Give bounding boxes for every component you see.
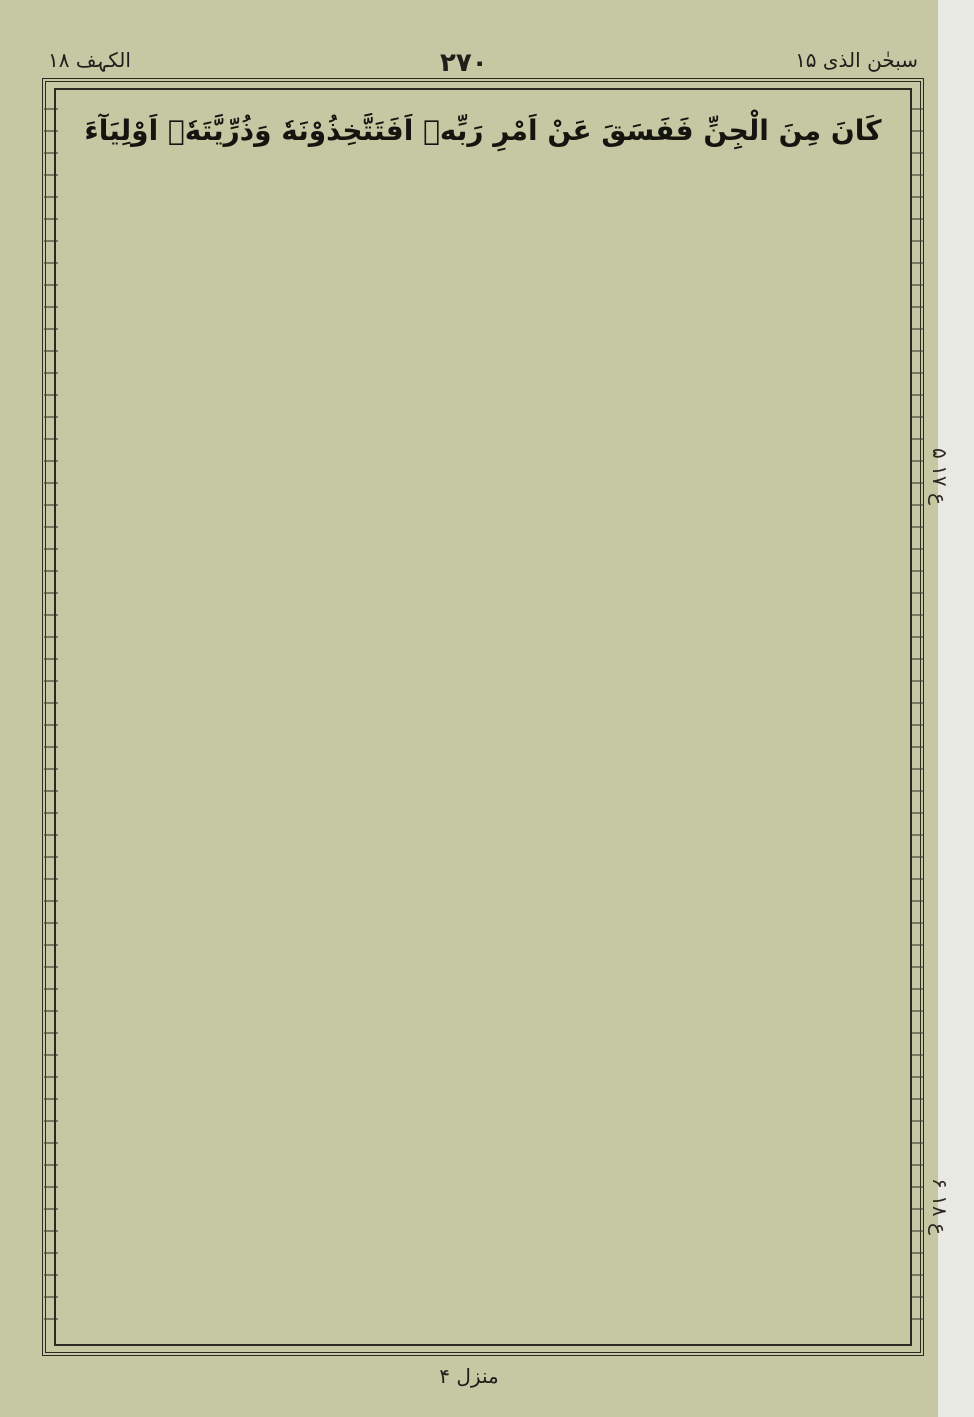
manzil-footer: منزل ۴ <box>439 1364 499 1388</box>
page-header <box>40 44 928 80</box>
ruku-margin-mark: ۵ ع ۱۷ <box>928 448 952 505</box>
ruku-margin-mark: ۶ ع ۱۸ <box>928 1178 952 1235</box>
juz-name: سبحٰن الذی ۱۵ <box>795 48 918 72</box>
right-ornament-band <box>910 98 924 1338</box>
verse-line-text: كَانَ مِنَ الْجِنِّ فَفَسَقَ عَنْ اَمْرِ رَبِّهٖ اَفَتَتَّخِذُوْنَهٗ وَذُرِّیَّتَهٗۤ اَوْلِیَآءَ <box>84 113 882 147</box>
verse-line <box>62 92 904 168</box>
verse-lines <box>62 92 904 1342</box>
page-number: ۲۷۰ <box>440 48 488 78</box>
surah-name: الکہف ۱۸ <box>48 48 131 72</box>
